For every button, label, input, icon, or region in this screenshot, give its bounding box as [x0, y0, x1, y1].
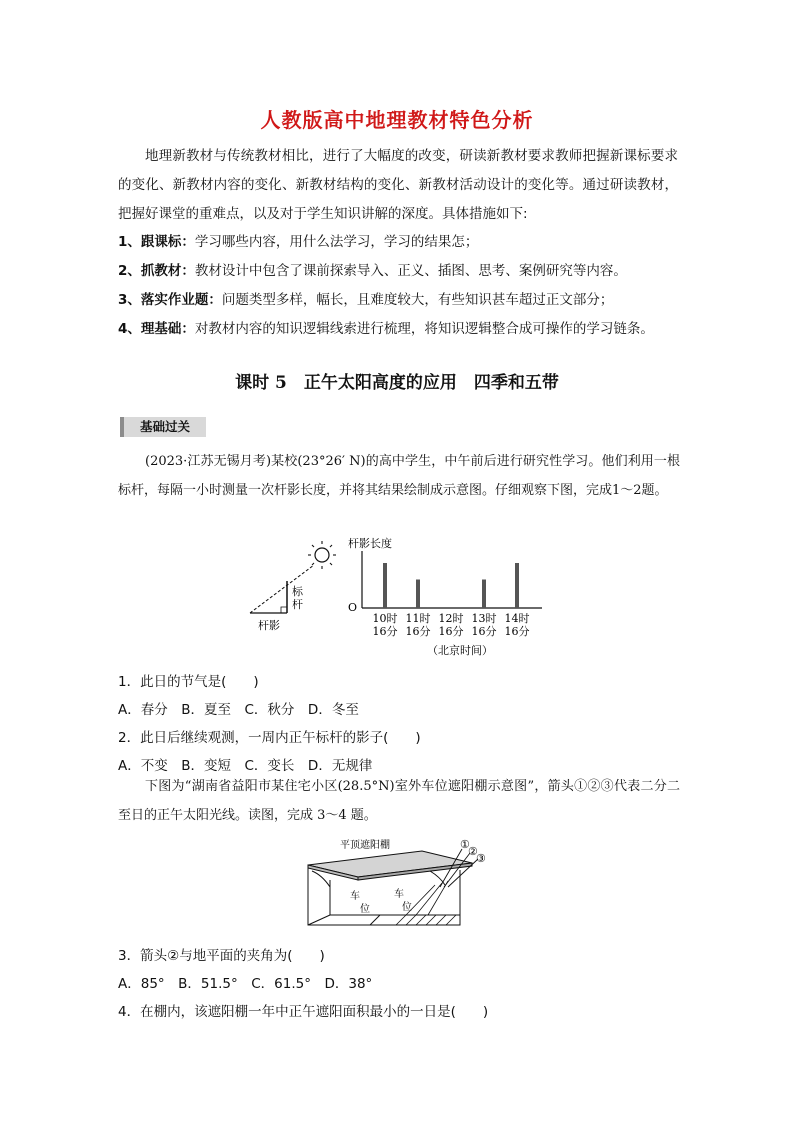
page-title: 人教版高中地理教材特色分析 — [260, 108, 534, 132]
measure-label: 2、抓教材： — [118, 263, 195, 279]
measure-text: 教材设计中包含了课前探索导入、正义、插图、思考、案例研究等内容。 — [194, 263, 627, 279]
y-axis-label: 杆影长度 — [348, 537, 392, 550]
x-tick-label: 16分 — [471, 625, 497, 638]
x-tick-label: 13时 — [471, 612, 497, 625]
chart-x-ticks — [373, 611, 530, 638]
measure-text: 问题类型多样，幅长，且难度较大，有些知识甚车超过正文部分； — [221, 292, 614, 308]
question-2-stem: 2．此日后继续观测，一周内正午标杆的影子( ) — [118, 730, 421, 746]
question-3-stem: 3．箭头②与地平面的夹角为( ) — [118, 948, 325, 964]
x-tick-label: 16分 — [438, 625, 464, 638]
shadow-label: 杆影 — [258, 619, 280, 632]
measure-item — [118, 290, 688, 310]
parking-label-1: 车位 — [350, 891, 370, 915]
origin-label: O — [348, 601, 358, 614]
measure-label: 4、理基础： — [118, 321, 195, 337]
measure-item — [118, 232, 688, 252]
pole-triangle — [250, 565, 314, 613]
passage-1: (2023·江苏无锡月考)某校(23°26′ N)的高中学生，中午前后进行研究性学习。他们利用一根标杆，每隔一小时测量一次杆影长度，并将其结果绘制成示意图。仔细观察下图，完成1～2题。 — [118, 454, 680, 498]
pole-label: 标杆 — [292, 585, 303, 611]
carport-structure — [308, 849, 478, 925]
x-tick-label: 16分 — [405, 625, 431, 638]
chart-bars — [383, 563, 519, 608]
question-2-options: A．不变 B．变短 C．变长 D．无规律 — [118, 758, 373, 774]
x-tick-label: 10时 — [372, 612, 398, 625]
measure-item — [118, 261, 688, 281]
chart-bar — [383, 563, 387, 608]
arrow-2-label: ② — [468, 845, 478, 858]
chart-bar — [515, 563, 519, 608]
x-tick-label: 16分 — [372, 625, 398, 638]
passage-2: 下图为“湖南省益阳市某住宅小区(28.5°N)室外车位遮阳棚示意图”，箭头①②③代表二分二至日的正午太阳光线。读图，完成 3～4 题。 — [118, 779, 680, 823]
shadow-figure — [240, 533, 560, 663]
question-1-options: A．春分 B．夏至 C．秋分 D．冬至 — [118, 702, 359, 718]
question-1-stem: 1．此日的节气是( ) — [118, 674, 259, 690]
chart-caption: （北京时间） — [427, 644, 493, 657]
measure-text: 学习哪些内容，用什么法学习，学习的结果怎； — [194, 234, 479, 250]
chart-bar — [416, 580, 420, 609]
chart-bar — [482, 580, 486, 609]
x-tick-label: 12时 — [438, 612, 464, 625]
x-tick-label: 11时 — [405, 612, 431, 625]
measure-item — [118, 319, 688, 339]
arrow-1-label: ① — [460, 838, 470, 851]
sun-icon — [308, 541, 336, 569]
arrow-3-label: ③ — [476, 852, 486, 865]
question-4-stem: 4．在棚内，该遮阳棚一年中正午遮阳面积最小的一日是( ) — [118, 1004, 489, 1020]
carport-figure — [300, 835, 510, 935]
question-3-options: A．85° B．51.5° C．61.5° D．38° — [118, 976, 373, 992]
measure-label: 3、落实作业题： — [118, 292, 222, 308]
measure-text: 对教材内容的知识逻辑线索进行梳理，将知识逻辑整合成可操作的学习链条。 — [194, 321, 654, 337]
intro-paragraph: 地理新教材与传统教材相比，进行了大幅度的改变，研读新教材要求教师把握新课标要求的变化、新教材内容的变化、新教材结构的变化、新教材活动设计的变化等。通过研读教材，把握好课堂的重难点，以及对于学生知识讲解的深度。具体措施如下: — [118, 148, 678, 222]
roof-label: 平顶遮阳棚 — [340, 840, 390, 851]
section-badge: 基础过关 — [120, 417, 206, 437]
x-tick-label: 14时 — [504, 612, 530, 625]
measure-label: 1、跟课标： — [118, 234, 195, 250]
lesson-title: 课时 5 正午太阳高度的应用 四季和五带 — [235, 373, 559, 393]
parking-label-2: 车位 — [394, 889, 412, 913]
x-tick-label: 16分 — [504, 625, 530, 638]
